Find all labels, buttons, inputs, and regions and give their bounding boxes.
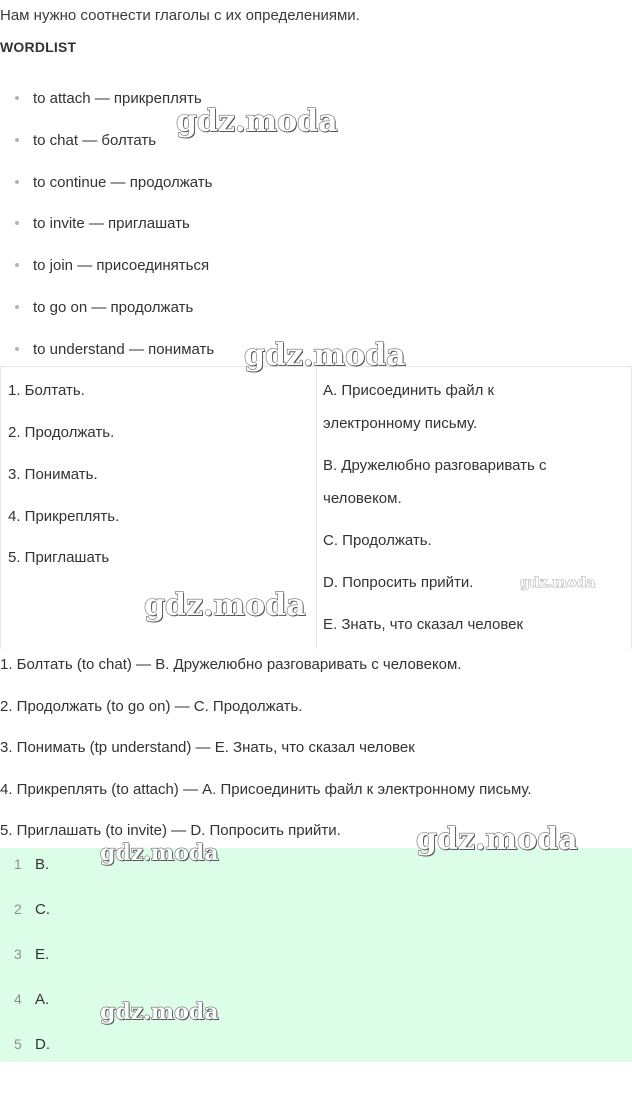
list-item: to go on — продолжать bbox=[15, 299, 193, 316]
answer-line: 3. Понимать (tp understand) — E. Знать, что сказал человек bbox=[0, 739, 415, 756]
watermark: gdz.moda bbox=[100, 999, 219, 1025]
answer-line: 2. Продолжать (to go on) — C. Продолжать. bbox=[0, 698, 303, 715]
bullet-icon bbox=[15, 221, 19, 225]
answer-row bbox=[0, 1036, 632, 1081]
answer-line: 5. Приглашать (to invite) — D. Попросить прийти. bbox=[0, 822, 341, 839]
answer-value: C. bbox=[35, 901, 50, 918]
table-cell: A. Присоединить файл к bbox=[323, 382, 495, 399]
table-cell: человеком. bbox=[323, 490, 402, 507]
table-cell: B. Дружелюбно разговаривать с bbox=[323, 457, 547, 474]
answer-number: 1 bbox=[14, 856, 22, 872]
answer-number: 5 bbox=[14, 1036, 22, 1052]
table-cell: 4. Прикреплять. bbox=[8, 508, 120, 525]
answer-row bbox=[0, 946, 632, 991]
answer-value: E. bbox=[35, 946, 50, 963]
answer-value: B. bbox=[35, 856, 50, 873]
table-cell: 1. Болтать. bbox=[8, 382, 85, 399]
table-cell: электронному письму. bbox=[323, 415, 478, 432]
list-item: to continue — продолжать bbox=[15, 174, 212, 191]
table-cell: C. Продолжать. bbox=[323, 532, 432, 549]
table-cell: 2. Продолжать. bbox=[8, 424, 115, 441]
table-cell: 5. Приглашать bbox=[8, 549, 110, 566]
bullet-icon bbox=[15, 347, 19, 351]
answer-row bbox=[0, 901, 632, 946]
answer-line: 1. Болтать (to chat) — B. Дружелюбно разговаривать с человеком. bbox=[0, 656, 462, 673]
list-item: to join — присоединяться bbox=[15, 257, 209, 274]
bullet-icon bbox=[15, 180, 19, 184]
answer-number: 4 bbox=[14, 991, 22, 1007]
matching-table bbox=[0, 366, 632, 649]
bullet-icon bbox=[15, 138, 19, 142]
table-right-column bbox=[316, 367, 632, 649]
answer-value: D. bbox=[35, 1036, 50, 1053]
watermark: gdz.moda bbox=[244, 338, 406, 373]
watermark: gdz.moda bbox=[144, 588, 306, 623]
intro-text: Нам нужно соотнести глаголы с их определениями. bbox=[0, 7, 360, 24]
answer-number: 3 bbox=[14, 946, 22, 962]
bullet-icon bbox=[15, 96, 19, 100]
table-cell: 3. Понимать. bbox=[8, 466, 98, 483]
watermark: gdz.moda bbox=[176, 104, 338, 139]
table-cell: E. Знать, что сказал человек bbox=[323, 616, 524, 633]
bullet-icon bbox=[15, 305, 19, 309]
watermark: gdz.moda bbox=[416, 822, 578, 857]
answer-row bbox=[0, 856, 632, 901]
answer-number: 2 bbox=[14, 901, 22, 917]
table-cell: D. Попросить прийти. bbox=[323, 574, 474, 591]
wordlist-title: WORDLIST bbox=[0, 39, 77, 55]
answer-line: 4. Прикреплять (to attach) — A. Присоединить файл к электронному письму. bbox=[0, 781, 532, 798]
watermark: gdz.moda bbox=[520, 575, 596, 591]
watermark: gdz.moda bbox=[100, 840, 219, 866]
list-item: to invite — приглашать bbox=[15, 215, 190, 232]
bullet-icon bbox=[15, 263, 19, 267]
list-item: to understand — понимать bbox=[15, 341, 214, 358]
list-item: to attach — прикреплять bbox=[15, 90, 202, 107]
answer-box bbox=[0, 848, 632, 1062]
answer-row bbox=[0, 991, 632, 1036]
answer-value: A. bbox=[35, 991, 50, 1008]
list-item: to chat — болтать bbox=[15, 132, 156, 149]
